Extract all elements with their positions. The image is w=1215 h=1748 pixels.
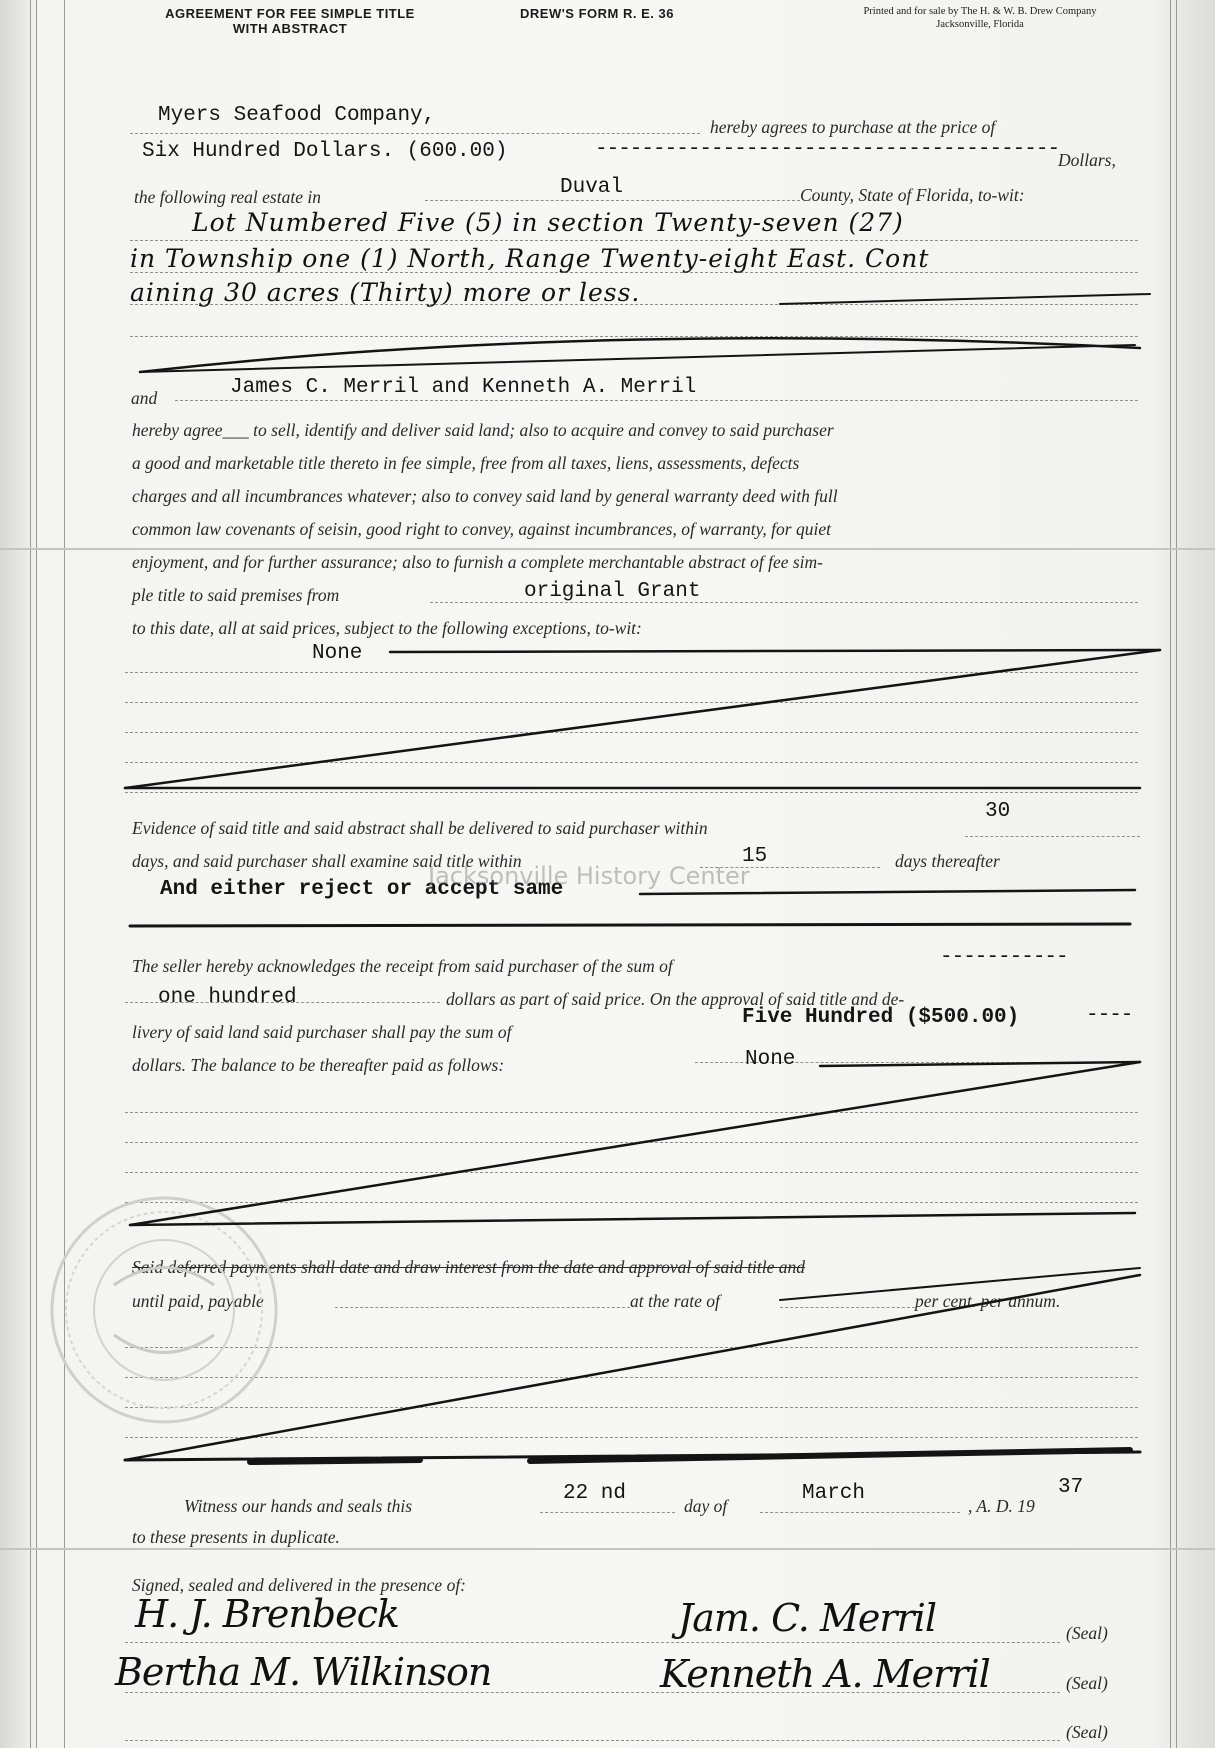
days-examine: 15 [742, 845, 768, 868]
deferred-line-2b: at the rate of [630, 1291, 720, 1311]
receipt-text: The seller hereby acknowledges the receipt from said purchaser of the sum of [132, 956, 673, 976]
balance-dash-fill: ---- [1086, 1004, 1133, 1027]
balance-amount: Five Hundred ($500.00) [742, 1006, 1020, 1029]
form-number: DREW'S FORM R. E. 36 [520, 6, 674, 21]
seal-label-3: (Seal) [1066, 1722, 1108, 1742]
exceptions-text: to this date, all at said prices, subject to the following exceptions, to-wit: [132, 618, 642, 638]
and-label: and [131, 388, 158, 408]
witness-signature-2: Bertha M. Wilkinson [115, 1650, 492, 1694]
seller-signature-2: Kenneth A. Merril [660, 1652, 990, 1696]
buyer-name: Myers Seafood Company, [158, 104, 436, 127]
abstract-from-text: ple title to said premises from [132, 585, 340, 605]
printer-credit-line2: Jacksonville, Florida [936, 19, 1024, 30]
deposit-suffix: dollars as part of said price. On the approval of said title and de- [446, 989, 905, 1009]
legal-description-line2: in Township one (1) North, Range Twenty-eight East. Cont [130, 244, 930, 273]
watermark: Jacksonville History Center [428, 862, 750, 890]
pen-stroke [130, 1062, 1140, 1225]
covenant-line-1: hereby agree___ to sell, identify and deliver said land; also to acquire and convey to said purchaser [132, 420, 834, 440]
deferred-line-1: Said deferred payments shall date and draw interest from the date and approval of said title and [132, 1257, 806, 1277]
deferred-line-2a: until paid, payable [132, 1291, 264, 1311]
witness-text: Witness our hands and seals this [184, 1496, 413, 1516]
pen-stroke [130, 924, 1130, 926]
seller-signature-1: Jam. C. Merril [678, 1596, 936, 1640]
evidence-line-1: Evidence of said title and said abstract shall be delivered to said purchaser within [132, 818, 708, 838]
covenant-line-2: a good and marketable title thereto in fee simple, free from all taxes, liens, assessments, defects [132, 453, 800, 473]
pen-stroke [125, 1275, 1140, 1460]
dollars-label: Dollars, [1058, 150, 1116, 170]
evidence-line-2a: days, and said purchaser shall examine said title within [132, 851, 522, 871]
county-name: Duval [560, 176, 624, 199]
receipt-dash-fill: ----------- [940, 946, 1068, 969]
anno-domini-label: , A. D. 19 [968, 1496, 1035, 1516]
covenant-line-3: charges and all incumbrances whatever; also to convey said land by general warranty deed with full [132, 486, 838, 506]
witness-month: March [802, 1482, 866, 1505]
pen-stroke [780, 294, 1150, 304]
deferred-line-2c: per cent. per annum. [915, 1291, 1061, 1311]
real-estate-text: the following real estate in [134, 187, 321, 207]
price-dash-fill: ---------------------------------------- [595, 138, 1060, 161]
evidence-line-2b: days thereafter [895, 851, 1000, 871]
day-of-label: day of [684, 1496, 728, 1516]
pen-stroke [125, 650, 1160, 788]
pen-stroke [130, 1213, 1135, 1225]
balance-terms: None [745, 1048, 796, 1071]
covenant-line-4: common law covenants of seisin, good right to convey, against incumbrances, of warranty, for quiet [132, 519, 831, 539]
legal-description-line3: aining 30 acres (Thirty) more or less. [130, 278, 641, 307]
abstract-from-value: original Grant [524, 580, 701, 603]
seal-label-2: (Seal) [1066, 1673, 1108, 1693]
pen-stroke [640, 890, 1135, 894]
exceptions-value: None [312, 642, 363, 665]
pen-stroke [820, 1062, 1140, 1066]
deposit-amount: one hundred [158, 986, 297, 1009]
days-delivery: 30 [985, 800, 1011, 823]
seller-names: James C. Merril and Kenneth A. Merril [230, 376, 697, 399]
dollars-balance-text: dollars. The balance to be thereafter paid as follows: [132, 1055, 505, 1075]
pen-stroke [390, 650, 1160, 652]
delivery-text: livery of said land said purchaser shall pay the sum of [132, 1022, 512, 1042]
covenant-line-5: enjoyment, and for further assurance; also to furnish a complete merchantable abstract of fee sim- [132, 552, 823, 572]
form-title-text: AGREEMENT FOR FEE SIMPLE TITLE WITH ABSTRACT [165, 6, 415, 36]
witness-day: 22 nd [563, 1482, 627, 1505]
evidence-typed-line: And either reject or accept same [160, 878, 564, 901]
signed-presence-text: Signed, sealed and delivered in the presence of: [132, 1575, 467, 1595]
witness-year: 37 [1058, 1476, 1084, 1499]
witness-signature-1: H. J. Brenbeck [135, 1592, 399, 1636]
legal-description-line1: Lot Numbered Five (5) in section Twenty-seven (27) [192, 208, 904, 237]
printer-credit-line1: Printed and for sale by The H. & W. B. Drew Company [863, 6, 1097, 17]
duplicate-text: to these presents in duplicate. [132, 1527, 340, 1547]
county-state-text: County, State of Florida, to-wit: [800, 185, 1025, 205]
agrees-text: hereby agrees to purchase at the price of [710, 117, 996, 137]
pen-stroke [250, 1450, 1130, 1462]
purchase-price: Six Hundred Dollars. (600.00) [142, 140, 508, 163]
seal-label-1: (Seal) [1066, 1623, 1108, 1643]
